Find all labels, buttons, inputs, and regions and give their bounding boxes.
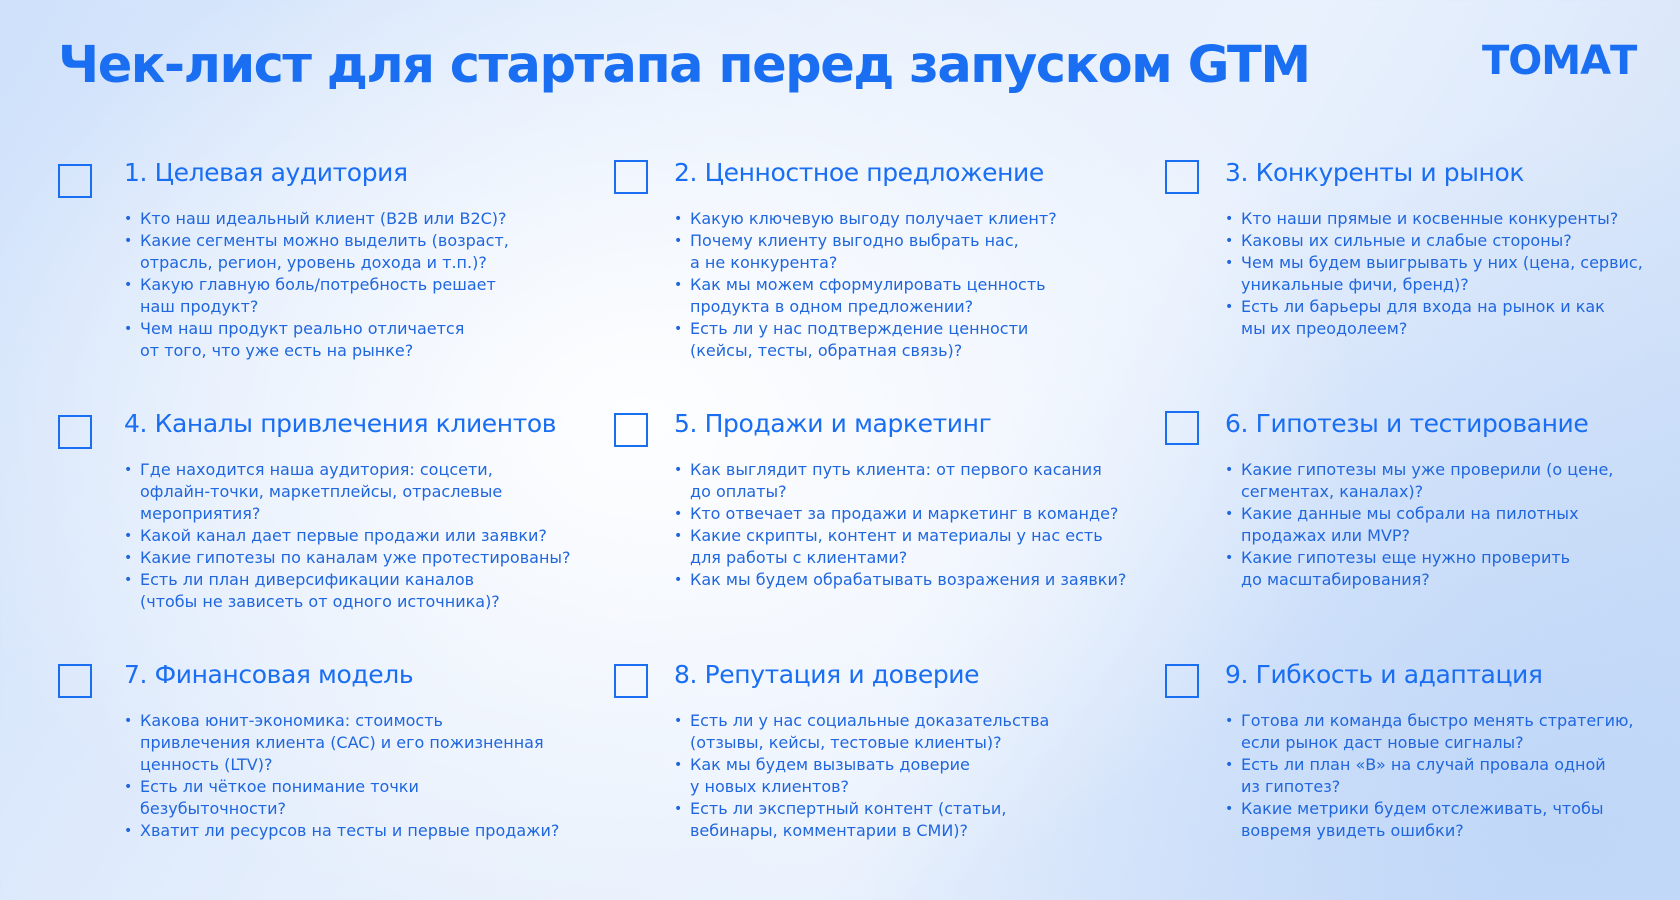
- list-item: • Почему клиенту выгодно выбрать нас, а не конкурента?: [674, 230, 1134, 274]
- list-item: • Какую ключевую выгоду получает клиент?: [674, 208, 1134, 230]
- list-item: • Есть ли чёткое понимание точки безубыточности?: [124, 776, 584, 820]
- list-item: • Кто отвечает за продажи и маркетинг в команде?: [674, 503, 1144, 525]
- list-item: • Какие скрипты, контент и материалы у нас есть для работы с клиентами?: [674, 525, 1144, 569]
- list-item: • Чем мы будем выигрывать у них (цена, сервис, уникальные фичи, бренд)?: [1225, 252, 1680, 296]
- list-item: • Есть ли барьеры для входа на рынок и как мы их преодолеем?: [1225, 296, 1680, 340]
- list-item: • Как мы можем сформулировать ценность продукта в одном предложении?: [674, 274, 1134, 318]
- section-checkbox[interactable]: [1165, 411, 1199, 445]
- section-title: 1. Целевая аудитория: [124, 158, 408, 187]
- question-list: [124, 710, 584, 842]
- list-item: • Какие метрики будем отслеживать, чтобы вовремя увидеть ошибки?: [1225, 798, 1680, 842]
- section-checkbox[interactable]: [1165, 160, 1199, 194]
- question-list: [674, 710, 1134, 842]
- brand-logo: ТОМАТ: [1482, 38, 1637, 84]
- list-item: • Кто наши прямые и косвенные конкуренты?: [1225, 208, 1680, 230]
- list-item: • Есть ли у нас социальные доказательства (отзывы, кейсы, тестовые клиенты)?: [674, 710, 1134, 754]
- list-item: • Есть ли экспертный контент (статьи, вебинары, комментарии в СМИ)?: [674, 798, 1134, 842]
- list-item: • Какие сегменты можно выделить (возраст, отрасль, регион, уровень дохода и т.п.)?: [124, 230, 584, 274]
- section-title: 9. Гибкость и адаптация: [1225, 660, 1543, 689]
- list-item: • Какие гипотезы по каналам уже протестированы?: [124, 547, 584, 569]
- list-item: • Какой канал дает первые продажи или заявки?: [124, 525, 584, 547]
- question-list: [1225, 459, 1680, 591]
- section-checkbox[interactable]: [58, 415, 92, 449]
- section-title: 8. Репутация и доверие: [674, 660, 980, 689]
- list-item: • Есть ли план диверсификации каналов (чтобы не зависеть от одного источника)?: [124, 569, 584, 613]
- list-item: • Есть ли план «B» на случай провала одной из гипотез?: [1225, 754, 1680, 798]
- list-item: • Как мы будем обрабатывать возражения и заявки?: [674, 569, 1144, 591]
- section-checkbox[interactable]: [614, 160, 648, 194]
- list-item: • Готова ли команда быстро менять стратегию, если рынок даст новые сигналы?: [1225, 710, 1680, 754]
- section-checkbox[interactable]: [614, 664, 648, 698]
- section-title: 4. Каналы привлечения клиентов: [124, 409, 557, 438]
- list-item: • Какие гипотезы еще нужно проверить до масштабирования?: [1225, 547, 1680, 591]
- question-list: [1225, 208, 1680, 340]
- list-item: • Какую главную боль/потребность решает наш продукт?: [124, 274, 584, 318]
- section-title: 7. Финансовая модель: [124, 660, 414, 689]
- list-item: • Кто наш идеальный клиент (B2B или B2C)?: [124, 208, 584, 230]
- question-list: [124, 208, 584, 362]
- list-item: • Какие гипотезы мы уже проверили (о цене, сегментах, каналах)?: [1225, 459, 1680, 503]
- list-item: • Какова юнит-экономика: стоимость привлечения клиента (CAC) и его пожизненная ценность (LTV)?: [124, 710, 584, 776]
- list-item: • Есть ли у нас подтверждение ценности (кейсы, тесты, обратная связь)?: [674, 318, 1134, 362]
- list-item: • Каковы их сильные и слабые стороны?: [1225, 230, 1680, 252]
- section-title: 6. Гипотезы и тестирование: [1225, 409, 1589, 438]
- list-item: • Как мы будем вызывать доверие у новых клиентов?: [674, 754, 1134, 798]
- list-item: • Чем наш продукт реально отличается от того, что уже есть на рынке?: [124, 318, 584, 362]
- section-title: 5. Продажи и маркетинг: [674, 409, 992, 438]
- question-list: [674, 208, 1134, 362]
- list-item: • Как выглядит путь клиента: от первого касания до оплаты?: [674, 459, 1144, 503]
- list-item: • Хватит ли ресурсов на тесты и первые продажи?: [124, 820, 584, 842]
- section-title: 2. Ценностное предложение: [674, 158, 1044, 187]
- section-checkbox[interactable]: [614, 413, 648, 447]
- section-checkbox[interactable]: [58, 164, 92, 198]
- section-checkbox[interactable]: [58, 664, 92, 698]
- question-list: [124, 459, 584, 613]
- section-title: 3. Конкуренты и рынок: [1225, 158, 1525, 187]
- list-item: • Где находится наша аудитория: соцсети, офлайн-точки, маркетплейсы, отраслевые мероприятия?: [124, 459, 584, 525]
- page-title: Чек-лист для стартапа перед запуском GTM: [58, 36, 1310, 95]
- list-item: • Какие данные мы собрали на пилотных продажах или MVP?: [1225, 503, 1680, 547]
- question-list: [674, 459, 1144, 591]
- question-list: [1225, 710, 1680, 842]
- section-checkbox[interactable]: [1165, 664, 1199, 698]
